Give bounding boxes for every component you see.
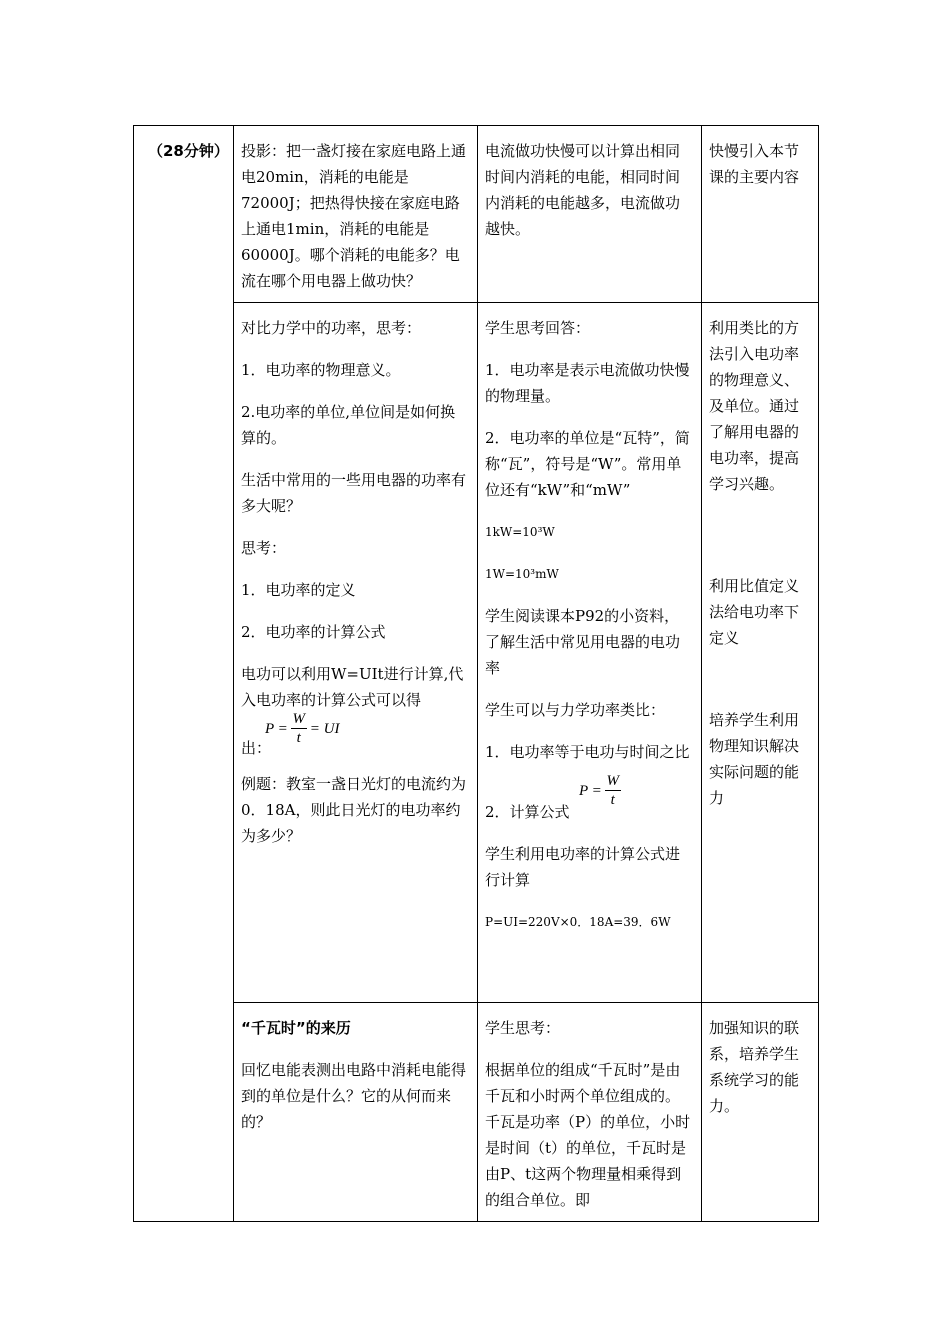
design-intent-cell [702,303,819,1003]
formula-line [485,773,694,825]
paragraph: 2．电功率的计算公式 [241,623,386,641]
paragraph: 1W=10³mW [485,567,559,581]
time-label: （28分钟） [148,142,229,160]
lesson-plan-table [133,125,819,1222]
paragraph: 根据单位的组成“千瓦时”是由千瓦和小时两个单位组成的。千瓦是功率（P）的单位，小时是时间（t）的单位，千瓦时是由P、t这两个物理量相乘得到的组合单位。即 [485,1061,691,1209]
formula-lhs: P = [265,720,288,737]
formula-denominator: t [296,730,301,746]
table-row [134,1003,819,1222]
paragraph: 1kW=10³W [485,525,555,539]
formula-fraction [291,711,307,746]
intent-text: 快慢引入本节课的主要内容 [709,142,800,186]
paragraph: 1．电功率是表示电流做功快慢的物理量。 [485,361,690,405]
fraction-bar [291,728,307,729]
formula-fraction [605,773,621,808]
formula-numerator: W [606,773,620,789]
power-formula [579,773,624,808]
formula-line [241,711,470,761]
paragraph: P=UI=220V×0．18A=39．6W [485,915,671,929]
paragraph: 电功可以利用W=UIt进行计算,代入电功率的计算公式可以得 [241,665,464,709]
paragraph: 学生可以与力学功率类比： [485,701,666,719]
paragraph: 利用比值定义法给电功率下定义 [709,577,800,647]
spacer [709,667,811,707]
paragraph: 2．电功率的单位是“瓦特”，简称“瓦”，符号是“W”。常用单位还有“kW”和“mW” [485,429,690,499]
teacher-activity-cell [234,1003,478,1222]
paragraph: 1．电功率的物理意义。 [241,361,401,379]
student-activity-cell [478,303,702,1003]
formula-denominator: t [610,792,615,808]
paragraph: 例题：教室一盏日光灯的电流约为0．18A，则此日光灯的电功率约为多少？ [241,775,467,845]
power-formula [265,711,339,746]
table-row [134,126,819,303]
student-text: 电流做功快慢可以计算出相同时间内消耗的电能，相同时间内消耗的电能越多，电流做功越快。 [485,142,681,238]
paragraph: 回忆电能表测出电路中消耗电能得到的单位是什么？它的从何而来的？ [241,1061,467,1131]
paragraph: 学生思考回答： [485,319,591,337]
time-cell [134,126,234,1222]
formula-lhs: P = [579,782,602,799]
student-activity-cell [478,126,702,303]
teacher-activity-cell [234,126,478,303]
section-heading: “千瓦时”的来历 [241,1019,351,1037]
formula-rhs: = UI [309,720,340,737]
fraction-bar [605,790,621,791]
paragraph-tail: 出： [241,739,272,757]
intent-text: 加强知识的联系，培养学生系统学习的能力。 [709,1019,800,1115]
paragraph: 2.电功率的单位,单位间是如何换算的。 [241,403,456,447]
student-activity-cell [478,1003,702,1222]
teacher-activity-cell [234,303,478,1003]
paragraph: 学生阅读课本P92的小资料，了解生活中常见用电器的电功率 [485,607,681,677]
paragraph: 学生利用电功率的计算公式进行计算 [485,845,681,889]
table-row [134,303,819,1003]
paragraph: 1．电功率等于电功与时间之比 [485,743,690,761]
paragraph: 2．计算公式 [485,803,570,821]
paragraph: 培养学生利用物理知识解决实际问题的能力 [709,711,800,807]
design-intent-cell [702,1003,819,1222]
paragraph: 1．电功率的定义 [241,581,356,599]
formula-numerator: W [292,711,306,727]
paragraph: 利用类比的方法引入电功率的物理意义、及单位。通过了解用电器的电功率，提高学习兴趣。 [709,319,800,493]
teacher-text: 投影：把一盏灯接在家庭电路上通电20min，消耗的电能是72000J；把热得快接在家庭电路上通电1min，消耗的电能是60000J。哪个消耗的电能多？电流在哪个用电器上做功快？ [241,142,467,290]
paragraph: 生活中常用的一些用电器的功率有多大呢？ [241,471,467,515]
paragraph: 对比力学中的功率，思考： [241,319,422,337]
paragraph: 学生思考： [485,1019,561,1037]
spacer [709,513,811,573]
design-intent-cell [702,126,819,303]
paragraph: 思考： [241,539,287,557]
